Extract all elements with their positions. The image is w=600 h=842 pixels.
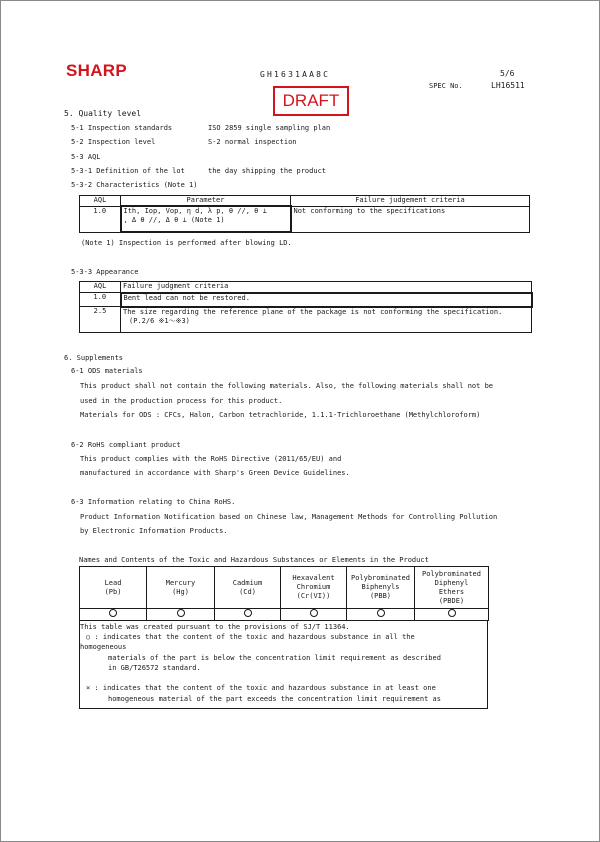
lot-definition-value: the day shipping the product	[208, 167, 327, 175]
chromium-compliance-cell	[281, 609, 347, 621]
ods-text-1: This product shall not contain the following materials. Also, the following materials shall not be	[80, 382, 494, 390]
notes-line-7: homogeneous material of the part exceeds the concentration limit requirement as	[108, 695, 441, 703]
header-pbde-symbol: (PBDE)	[438, 596, 465, 605]
lead-compliance-cell	[80, 609, 147, 621]
lot-definition-label: 5-3-1 Definition of the lot	[71, 167, 185, 175]
spec-label: SPEC No.	[429, 82, 463, 90]
appearance-criteria-header: Failure judgment criteria	[121, 282, 532, 293]
header-lead-symbol: (Pb)	[104, 587, 122, 596]
mercury-compliance-cell	[147, 609, 215, 621]
rohs-text-1: This product complies with the RoHS Directive (2011/65/EU) and	[80, 455, 342, 463]
ods-text-3: Materials for ODS : CFCs, Halon, Carbon tetrachloride, 1.1.1-Trichloroethane (Methylchloroform)	[80, 411, 481, 419]
header-mercury-name: Mercury	[165, 578, 196, 587]
pbb-compliance-cell	[347, 609, 415, 621]
header-pbb-line-2: Biphenyls	[361, 583, 400, 591]
china-rohs-heading: 6-3 Information relating to China RoHS.	[71, 498, 236, 506]
header-hexavalent-chromium-line-1: Hexavalent	[292, 574, 335, 582]
characteristics-heading: 5-3-2 Characteristics (Note 1)	[71, 181, 198, 189]
notes-line-1: This table was created pursuant to the provisions of SJ/T 11364.	[80, 623, 350, 631]
appearance-criteria-2-line-1: The size regarding the reference plane of the package is not conforming the specification.	[123, 307, 503, 316]
aql-heading: 5-3 AQL	[71, 153, 101, 161]
header-pbde-line-3: Ethers	[438, 587, 465, 596]
header-lead	[80, 567, 147, 609]
header-hexavalent-chromium-symbol: (Cr(VI))	[296, 592, 331, 600]
compliant-circle-icon	[109, 609, 117, 617]
china-rohs-text-2: by Electronic Information Products.	[80, 527, 228, 535]
sharp-logo: SHARP	[66, 61, 128, 80]
substances-table-caption: Names and Contents of the Toxic and Hazardous Substances or Elements in the Product	[79, 556, 429, 564]
parameter-cell	[121, 206, 291, 232]
aql-header: AQL	[80, 196, 121, 207]
header-pbde-line-1: Polybrominated	[421, 569, 481, 578]
header-pbb-symbol: (PBB)	[369, 592, 392, 600]
appearance-table	[79, 281, 533, 333]
section-supplements-title: 6. Supplements	[64, 354, 124, 362]
inspection-standards-value: ISO 2859 single sampling plan	[208, 124, 331, 132]
page-number: 5/6	[500, 69, 515, 78]
inspection-level-label: 5-2 Inspection level	[71, 138, 156, 146]
substances-notes	[79, 621, 488, 709]
parameter-header: Parameter	[121, 196, 291, 207]
characteristics-table	[79, 195, 530, 233]
cadmium-compliance-cell	[215, 609, 281, 621]
rohs-text-2: manufactured in accordance with Sharp's Green Device Guidelines.	[80, 469, 350, 477]
china-rohs-text-1: Product Information Notification based on Chinese law, Management Methods for Controlling Pollution	[80, 513, 498, 521]
header-mercury	[147, 567, 215, 609]
notes-line-2: ○ : indicates that the content of the toxic and hazardous substance in all the	[86, 633, 415, 641]
appearance-criteria-2-line-2: (P.2/6 ※1～※3)	[129, 316, 190, 325]
header-pbb-line-1: Polybrominated	[350, 574, 410, 582]
header-hexavalent-chromium	[281, 567, 347, 609]
appearance-aql-1: 1.0	[80, 293, 121, 307]
header-pbde-line-2: Diphenyl	[434, 578, 469, 587]
appearance-criteria-1: Bent lead can not be restored.	[121, 293, 532, 307]
appearance-criteria-2	[121, 307, 532, 333]
draft-stamp: DRAFT	[273, 86, 349, 116]
notes-line-5: in GB/T26572 standard.	[108, 664, 201, 672]
compliant-circle-icon	[177, 609, 185, 617]
notes-line-4: materials of the part is below the concentration limit requirement as described	[108, 654, 441, 662]
appearance-aql-2: 2.5	[80, 307, 121, 333]
substances-table	[79, 566, 489, 621]
header-pbde	[415, 567, 489, 609]
inspection-standards-label: 5-1 Inspection standards	[71, 124, 173, 132]
ods-heading: 6-1 ODS materials	[71, 367, 143, 375]
header-hexavalent-chromium-line-2: Chromium	[296, 583, 331, 591]
compliant-circle-icon	[377, 609, 385, 617]
rohs-heading: 6-2 RoHS compliant product	[71, 441, 181, 449]
section-quality-title: 5. Quality level	[64, 109, 142, 118]
appearance-heading: 5-3-3 Appearance	[71, 268, 139, 276]
pbde-compliance-cell	[415, 609, 489, 621]
notes-line-3: homogeneous	[80, 643, 127, 651]
notes-line-6: × : indicates that the content of the toxic and hazardous substance in at least one	[86, 684, 436, 692]
compliant-circle-icon	[448, 609, 456, 617]
compliant-circle-icon	[310, 609, 318, 617]
spec-number: LH16511	[491, 81, 525, 90]
parameter-line-2: , Δ θ //, Δ θ ⊥ (Note 1)	[123, 216, 225, 224]
compliant-circle-icon	[244, 609, 252, 617]
aql-value: 1.0	[80, 206, 121, 232]
header-cadmium	[215, 567, 281, 609]
header-mercury-symbol: (Hg)	[172, 587, 189, 596]
header-pbb	[347, 567, 415, 609]
parameter-line-1: Ith, Iop, Vop, η d, λ p, θ //, θ ⊥	[123, 207, 267, 215]
header-lead-name: Lead	[104, 578, 122, 587]
failure-criteria-header: Failure judgement criteria	[291, 196, 530, 207]
document-code: GH1631AA8C	[260, 70, 331, 79]
note-1: (Note 1) Inspection is performed after blowing LD.	[81, 239, 292, 247]
header-cadmium-name: Cadmium	[232, 578, 263, 587]
header-cadmium-symbol: (Cd)	[239, 587, 256, 596]
inspection-level-value: S-2 normal inspection	[208, 138, 297, 146]
ods-text-2: used in the production process for this product.	[80, 397, 283, 405]
appearance-aql-header: AQL	[80, 282, 121, 293]
failure-criteria-value: Not conforming to the specifications	[291, 206, 530, 232]
